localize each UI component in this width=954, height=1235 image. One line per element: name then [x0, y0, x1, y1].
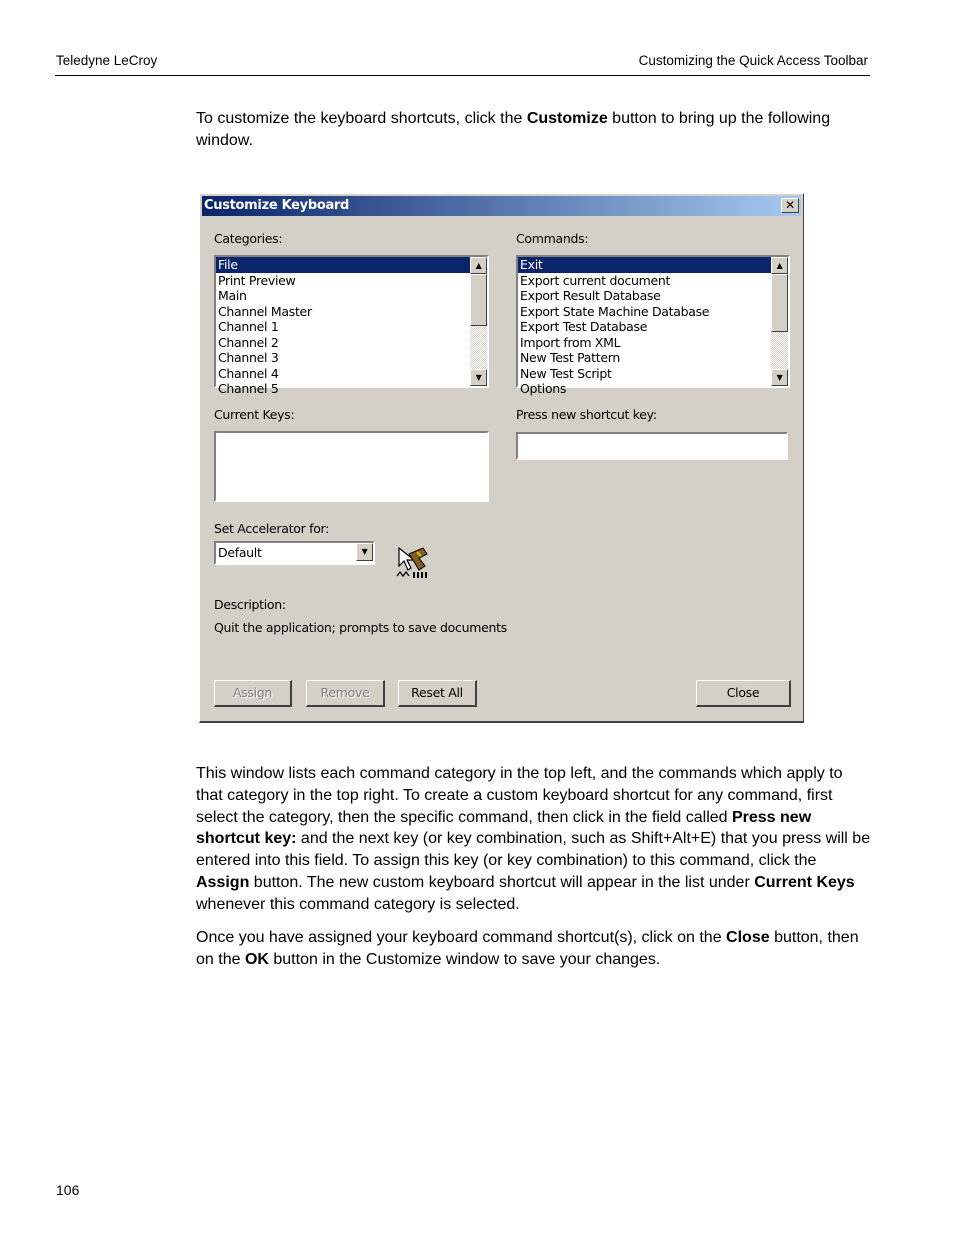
- categories-label: Categories:: [214, 231, 283, 246]
- text-run: whenever this command category is selected.: [196, 895, 520, 913]
- page-number: 106: [56, 1182, 80, 1198]
- scroll-thumb[interactable]: [771, 274, 788, 332]
- text-run: button. The new custom keyboard shortcut will appear in the list under: [249, 873, 755, 891]
- category-list-item[interactable]: Print Preview: [218, 272, 296, 288]
- command-list-item[interactable]: Export State Machine Database: [520, 303, 710, 319]
- bold-text: OK: [244, 950, 269, 968]
- intro-paragraph: [196, 108, 872, 152]
- bold-text: Close: [726, 929, 770, 946]
- command-list-item[interactable]: Import from XML: [520, 334, 621, 350]
- category-list-item[interactable]: Channel 4: [218, 365, 279, 381]
- customize-keyboard-dialog: [199, 193, 804, 723]
- press-new-shortcut-input[interactable]: [516, 432, 788, 460]
- close-button[interactable]: Close: [696, 680, 791, 707]
- command-list-item[interactable]: Export Result Database: [520, 288, 661, 303]
- categories-listbox[interactable]: [214, 255, 489, 396]
- current-keys-list[interactable]: [214, 431, 489, 502]
- bold-text: Press new shortcut key:: [196, 808, 812, 848]
- text-run: button, then on the: [196, 929, 859, 968]
- intro-post: button to bring up the following window.: [196, 110, 831, 149]
- category-list-item[interactable]: Channel Master: [218, 303, 312, 319]
- dialog-titlebar[interactable]: [202, 196, 801, 216]
- category-list-item[interactable]: File: [216, 257, 487, 273]
- help-pointer-icon[interactable]: [395, 544, 431, 580]
- intro-bold: Customize: [526, 110, 608, 127]
- text-run: Once you have assigned your keyboard command shortcut(s), click on the: [196, 929, 727, 946]
- dialog-title: Customize Keyboard: [204, 198, 350, 213]
- category-list-item[interactable]: Channel 5: [218, 381, 279, 396]
- scroll-up-icon[interactable]: ▲: [771, 257, 788, 274]
- bold-text: Assign: [196, 873, 250, 891]
- chevron-down-icon[interactable]: ▼: [356, 543, 373, 561]
- command-list-item[interactable]: Export current document: [520, 272, 671, 288]
- reset-all-button[interactable]: Reset All: [398, 680, 477, 707]
- assign-button[interactable]: Assign: [214, 680, 292, 707]
- command-list-item[interactable]: New Test Pattern: [520, 350, 620, 365]
- scroll-thumb[interactable]: [470, 274, 487, 326]
- category-list-item[interactable]: Main: [218, 288, 247, 303]
- header-left: Teledyne LeCroy: [56, 53, 158, 68]
- command-list-item[interactable]: Exit: [518, 257, 788, 273]
- text-run: and the next key (or key combination, such as Shift+Alt+E) that you press will be entered into this field. To assign this key (or key combination) to this command, click the: [196, 830, 871, 870]
- current-keys-label: Current Keys:: [214, 407, 295, 422]
- intro-pre: To customize the keyboard shortcuts, click the: [196, 110, 527, 127]
- categories-scrollbar[interactable]: [470, 257, 487, 386]
- press-new-shortcut-label: Press new shortcut key:: [516, 407, 657, 422]
- accelerator-value: Default: [218, 545, 262, 560]
- category-list-item[interactable]: Channel 1: [218, 319, 279, 334]
- description-text: Quit the application; prompts to save documents: [214, 620, 507, 635]
- category-list-item[interactable]: Channel 2: [218, 334, 279, 350]
- commands-items: [518, 257, 788, 397]
- body-paragraph-2: [196, 927, 872, 971]
- header-right: Customizing the Quick Access Toolbar: [638, 53, 868, 68]
- body-paragraph-1: [196, 763, 872, 916]
- command-list-item[interactable]: Options: [520, 381, 567, 396]
- text-run: This window lists each command category in the top left, and the commands which apply to that category in the top right. To create a custom keyboard shortcut for any command, first select the category, then the specific command, then click in the field called: [196, 765, 843, 826]
- text-run: button in the Customize window to save your changes.: [268, 950, 661, 968]
- command-list-item[interactable]: Export Test Database: [520, 319, 648, 334]
- commands-label: Commands:: [516, 231, 589, 246]
- accelerator-select[interactable]: [214, 541, 375, 565]
- header-rule: [55, 75, 870, 76]
- command-list-item[interactable]: New Test Script: [520, 365, 612, 381]
- accelerator-label: Set Accelerator for:: [214, 521, 330, 536]
- commands-scrollbar[interactable]: [771, 257, 788, 386]
- close-icon[interactable]: ✕: [781, 198, 799, 213]
- scroll-down-icon[interactable]: ▼: [470, 369, 487, 386]
- categories-items: [216, 257, 487, 397]
- remove-button[interactable]: Remove: [306, 680, 385, 707]
- scroll-up-icon[interactable]: ▲: [470, 257, 487, 274]
- bold-text: Current Keys: [754, 873, 855, 891]
- category-list-item[interactable]: Channel 3: [218, 350, 279, 365]
- commands-listbox[interactable]: [516, 255, 790, 396]
- description-label: Description:: [214, 597, 286, 612]
- scroll-down-icon[interactable]: ▼: [771, 369, 788, 386]
